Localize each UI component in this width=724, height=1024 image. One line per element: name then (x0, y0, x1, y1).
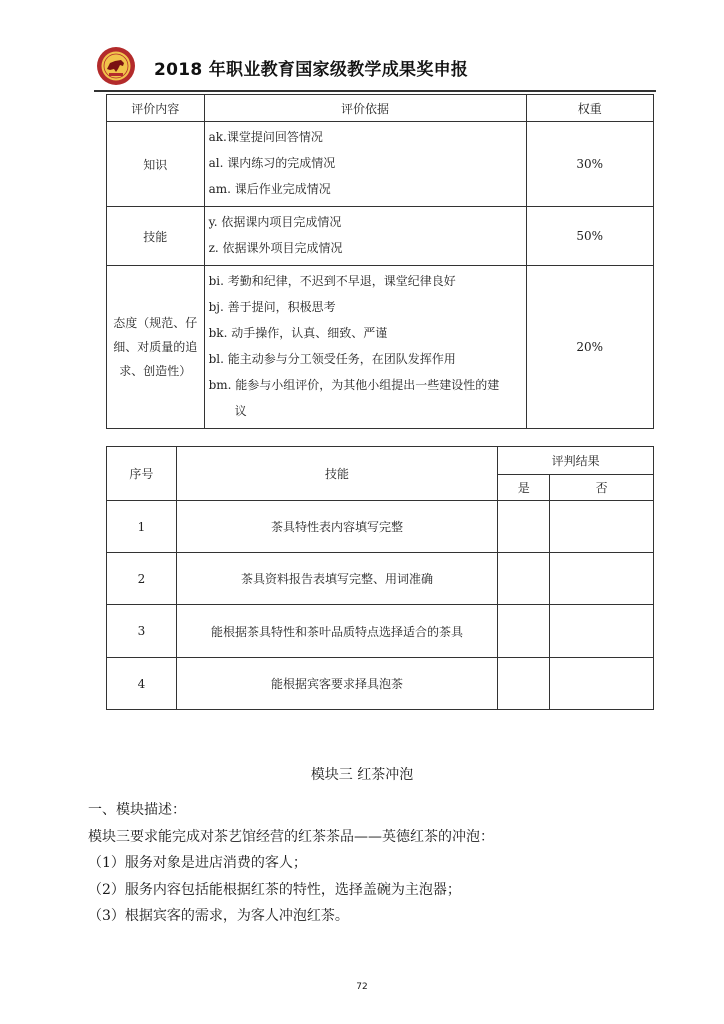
weight-cell: 20% (526, 266, 654, 429)
skill-cell: 能根据宾客要求择具泡茶 (176, 658, 497, 710)
header-no-result: 否 (550, 475, 654, 501)
no-cell (550, 658, 654, 710)
header-content: 评价内容 (107, 95, 205, 122)
section-intro: 模块三要求能完成对茶艺馆经营的红茶茶品——英德红茶的冲泡： (88, 829, 494, 845)
table-header-row (107, 447, 654, 475)
table-row (107, 553, 654, 605)
no-cell (550, 501, 654, 553)
header-result: 评判结果 (498, 447, 654, 475)
list-item: （1）服务对象是进店消费的客人； (88, 855, 307, 871)
yes-cell (498, 658, 550, 710)
header-basis: 评价依据 (204, 95, 526, 122)
no-cell (550, 605, 654, 658)
no-cell (550, 553, 654, 605)
page-number: 72 (356, 982, 368, 992)
list-item: （2）服务内容包括能根据红茶的特性，选择盖碗为主泡器； (88, 882, 461, 898)
yes-cell (498, 553, 550, 605)
table-row (107, 605, 654, 658)
yes-cell (498, 605, 550, 658)
header-weight: 权重 (526, 95, 654, 122)
header-yes: 是 (498, 475, 550, 501)
skill-cell: 茶具资料报告表填写完整、用词准确 (176, 553, 497, 605)
criteria-cell: ak.课堂提问回答情况 al. 课内练习的完成情况 am. 课后作业完成情况 (204, 122, 526, 207)
content-cell: 知识 (107, 122, 205, 207)
header-title: 2018 年职业教育国家级教学成果奖申报 (154, 60, 469, 80)
row-number: 4 (107, 658, 177, 710)
school-emblem-icon (96, 46, 136, 86)
header-divider (94, 90, 656, 92)
header-skill: 技能 (176, 447, 497, 501)
skill-check-table (106, 446, 654, 710)
weight-cell: 30% (526, 122, 654, 207)
yes-cell (498, 501, 550, 553)
criteria-cell: y. 依据课内项目完成情况 z. 依据课外项目完成情况 (204, 207, 526, 266)
weight-cell: 50% (526, 207, 654, 266)
row-number: 3 (107, 605, 177, 658)
list-item: （3）根据宾客的需求，为客人冲泡红茶。 (88, 908, 349, 924)
page-header (96, 44, 656, 90)
row-number: 2 (107, 553, 177, 605)
header-no: 序号 (107, 447, 177, 501)
content-cell: 技能 (107, 207, 205, 266)
criteria-cell: bi. 考勤和纪律，不迟到不早退，课堂纪律良好 bj. 善于提问，积极思考 bk. 动手操作，认真、细致、严谨 bl. 能主动参与分工领受任务，在团队发挥作用 bm. 能参与小组评价，为其他小组提出一些建设性的建 议 (204, 266, 526, 429)
skill-cell: 茶具特性表内容填写完整 (176, 501, 497, 553)
table-row (107, 122, 654, 207)
section-title: 模块三 红茶冲泡 (310, 767, 414, 783)
table-row (107, 658, 654, 710)
evaluation-table (106, 94, 654, 429)
table-row (107, 501, 654, 553)
table-row (107, 266, 654, 429)
section-heading: 一、模块描述： (88, 802, 186, 818)
skill-cell: 能根据茶具特性和茶叶品质特点选择适合的茶具 (176, 605, 497, 658)
table-header-row (107, 95, 654, 122)
table-row (107, 207, 654, 266)
content-cell: 态度（规范、仔 细、对质量的追 求、创造性） (107, 266, 205, 429)
row-number: 1 (107, 501, 177, 553)
